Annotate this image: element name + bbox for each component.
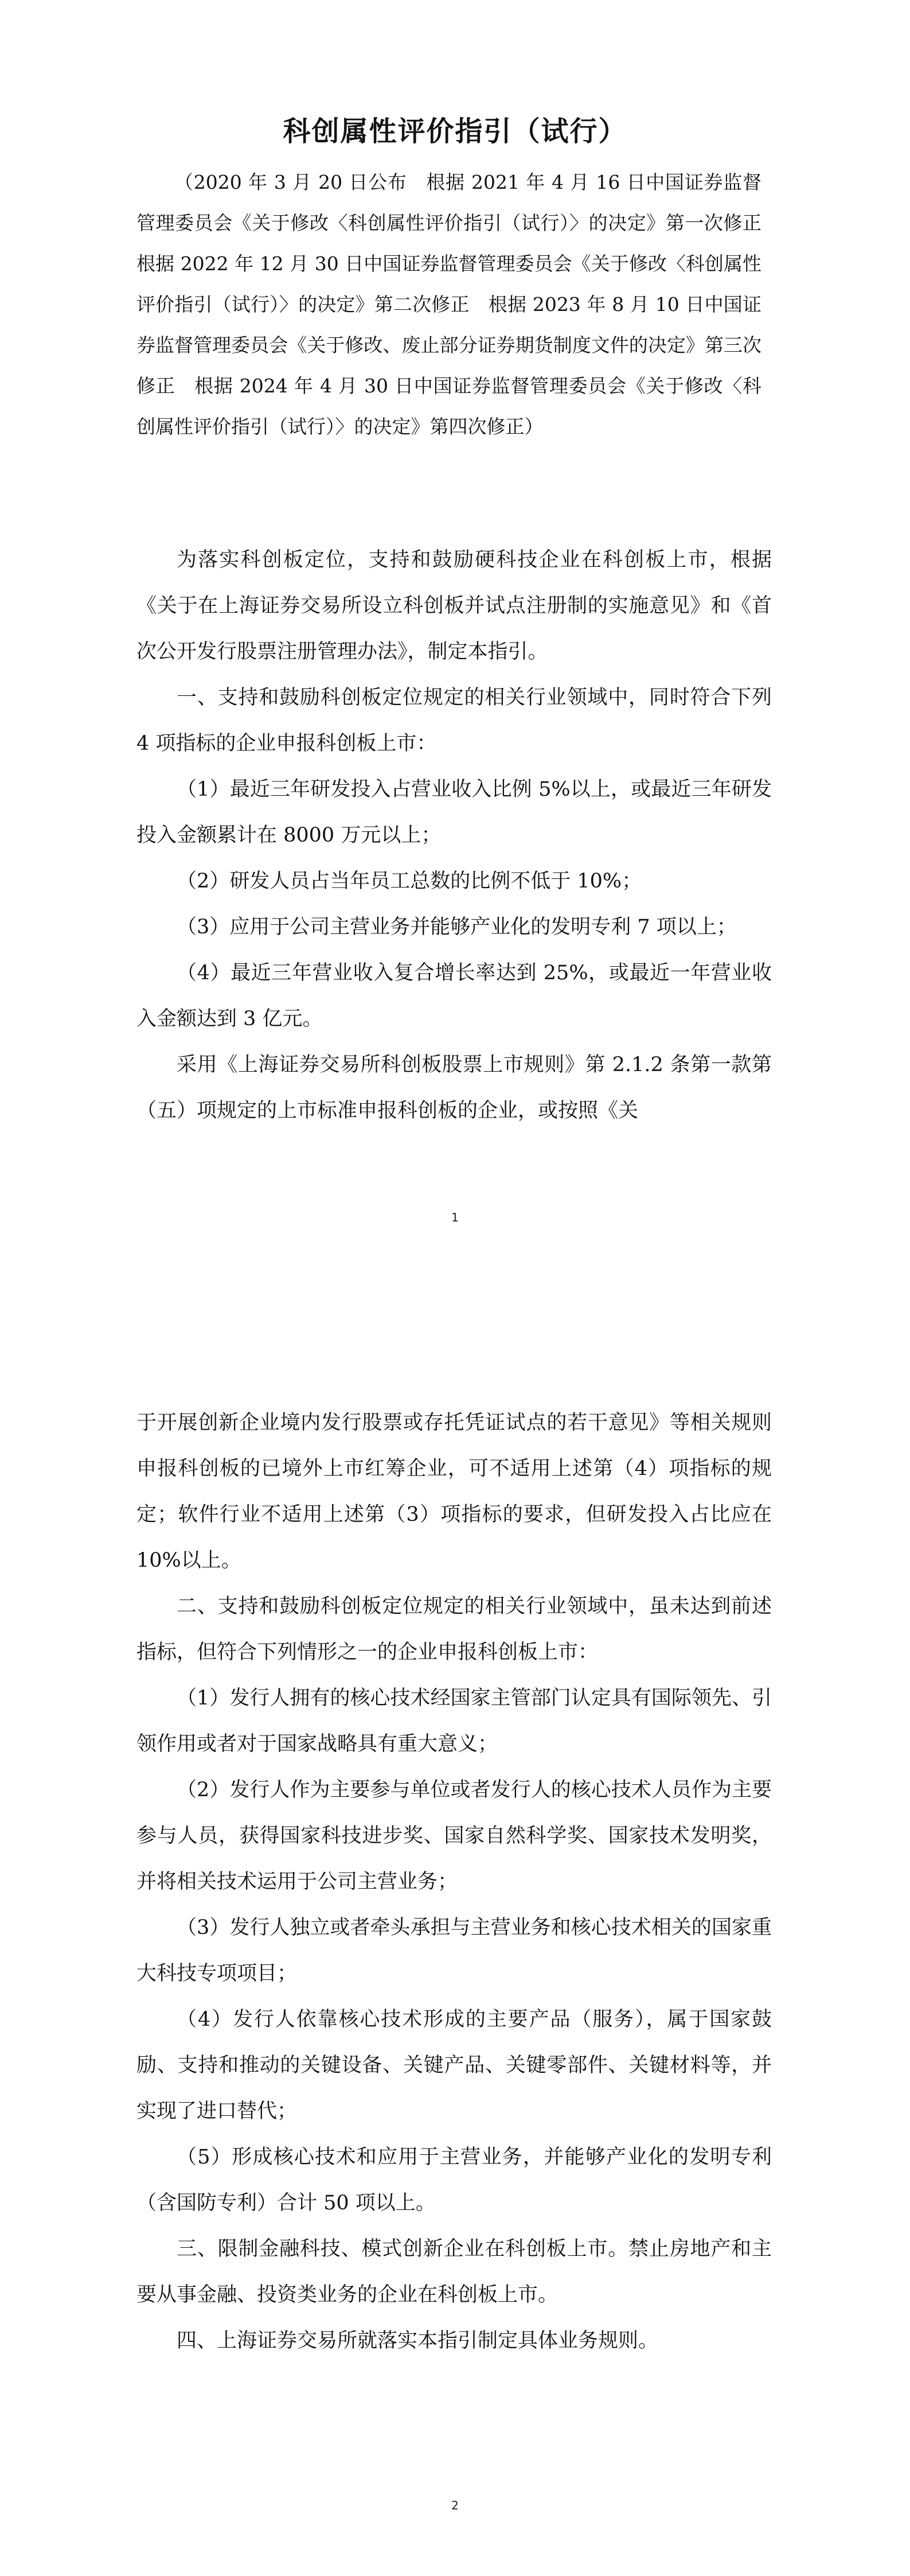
article-1-item-3: （3）应用于公司主营业务并能够产业化的发明专利 7 项以上；: [177, 916, 737, 939]
article-2-paragraph: 二、支持和鼓励科创板定位规定的相关行业领域中，虽未达到前述指标，但符合下列情形之一的企业申报科创板上市：: [136, 1595, 772, 1664]
preamble-paragraph: 为落实科创板定位，支持和鼓励硬科技企业在科创板上市，根据《关于在上海证券交易所设立科创板并试点注册制的实施意见》和《首次公开发行股票注册管理办法》，制定本指引。: [136, 548, 772, 663]
article-3-paragraph: 三、限制金融科技、模式创新企业在科创板上市。禁止房地产和主要从事金融、投资类业务的企业在科创板上市。: [136, 2238, 772, 2306]
article-2-item-2: （2）发行人作为主要参与单位或者发行人的核心技术人员作为主要参与人员，获得国家科技进步奖、国家自然科学奖、国家技术发明奖，并将相关技术运用于公司主营业务；: [136, 1779, 772, 1893]
document-title: 科创属性评价指引（试行）: [283, 115, 627, 147]
article-2-item-3: （3）发行人独立或者牵头承担与主营业务和核心技术相关的国家重大科技专项项目；: [136, 1916, 772, 1985]
document-page-2: [0, 1288, 910, 2576]
exception-paragraph: 采用《上海证券交易所科创板股票上市规则》第 2.1.2 条第一款第（五）项规定的上市标准申报科创板的企业，或按照《关: [136, 1053, 772, 1122]
page-1-body: [136, 537, 772, 1134]
revision-history: （2020 年 3 月 20 日公布 根据 2021 年 4 月 16 日中国证券监督管理委员会《关于修改〈科创属性评价指引（试行）〉的决定》第一次修正 根据 2022 年 12 月 30 日中国证券监督管理委员会《关于修改〈科创属性评价指引（试行）〉的决定》第二次修正 根据 2023 年 8 月 10 日中国证券监督管理委员会《关于修改、废止部分证券期货制度文件的决定》第三次修正 根据 2024 年 4 月 30 日中国证券监督管理委员会《关于修改〈科创属性评价指引（试行）〉的决定》第四次修正）: [136, 171, 780, 438]
page-number: 2: [451, 2499, 459, 2512]
page-2-body: [136, 1400, 772, 2364]
article-1-item-2: （2）研发人员占当年员工总数的比例不低于 10%；: [177, 870, 642, 893]
exception-paragraph-continued: 于开展创新企业境内发行股票或存托凭证试点的若干意见》等相关规则申报科创板的已境外上市红筹企业，可不适用上述第（4）项指标的规定；软件行业不适用上述第（3）项指标的要求，但研发投入占比应在 10%以上。: [136, 1411, 772, 1572]
article-4-paragraph: 四、上海证券交易所就落实本指引制定具体业务规则。: [177, 2329, 659, 2352]
article-1-paragraph: 一、支持和鼓励科创板定位规定的相关行业领域中，同时符合下列 4 项指标的企业申报科创板上市：: [136, 686, 772, 755]
page-number: 1: [451, 1211, 459, 1224]
article-1-item-1: （1）最近三年研发投入占营业收入比例 5%以上，或最近三年研发投入金额累计在 8000 万元以上；: [136, 778, 772, 847]
article-2-item-4: （4）发行人依靠核心技术形成的主要产品（服务），属于国家鼓励、支持和推动的关键设备、关键产品、关键零部件、关键材料等，并实现了进口替代；: [136, 2008, 772, 2123]
article-2-item-1: （1）发行人拥有的核心技术经国家主管部门认定具有国际领先、引领作用或者对于国家战略具有重大意义；: [136, 1687, 772, 1756]
article-1-item-4: （4）最近三年营业收入复合增长率达到 25%，或最近一年营业收入金额达到 3 亿元。: [136, 962, 772, 1030]
article-2-item-5: （5）形成核心技术和应用于主营业务，并能够产业化的发明专利（含国防专利）合计 50 项以上。: [136, 2146, 772, 2215]
